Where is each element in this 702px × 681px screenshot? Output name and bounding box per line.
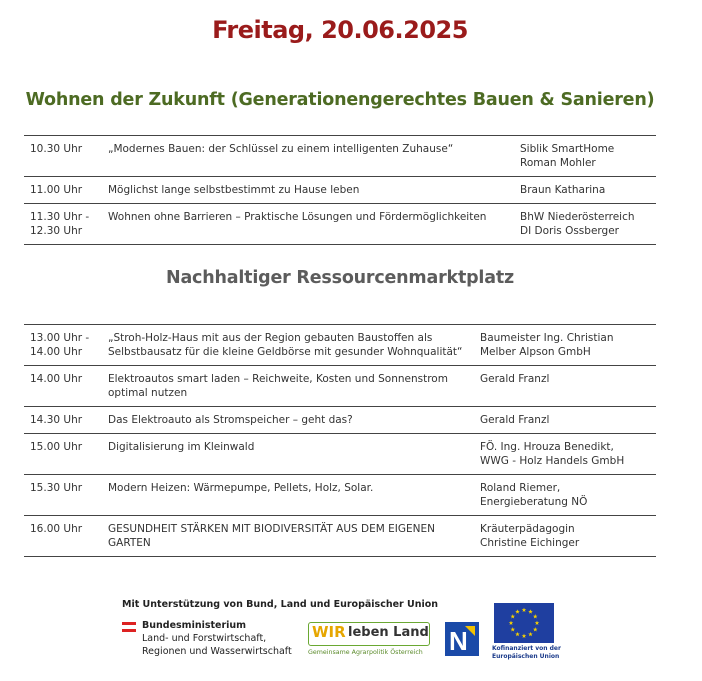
topic-cell-line: „Modernes Bauen: der Schlüssel zu einem intelligenten Zuhause“ — [108, 143, 454, 155]
topic-cell — [102, 516, 474, 557]
speaker-cell-line: Siblik SmartHome — [520, 143, 615, 155]
schedule-row — [24, 325, 656, 366]
speaker-cell-line: Gerald Franzl — [480, 414, 550, 426]
schedule-row — [24, 516, 656, 557]
topic-cell — [102, 136, 514, 177]
topic-cell — [102, 434, 474, 475]
speaker-cell-line: WWG - Holz Handels GmbH — [480, 455, 625, 467]
time-cell-line: 12.30 Uhr — [30, 225, 83, 237]
time-cell — [24, 136, 102, 177]
time-cell-line: 10.30 Uhr — [30, 143, 83, 155]
speaker-cell-line: FÖ. Ing. Hrouza Benedikt, — [480, 441, 614, 453]
noe-logo-icon — [445, 622, 479, 656]
ministry-name-line1: Bundesministerium — [142, 620, 247, 631]
speaker-cell — [474, 407, 656, 434]
time-cell-line: 15.30 Uhr — [30, 482, 83, 494]
speaker-cell-line: Roman Mohler — [520, 157, 596, 169]
svg-text:N: N — [449, 626, 468, 656]
speaker-cell — [474, 434, 656, 475]
speaker-cell — [474, 516, 656, 557]
eu-logo — [492, 603, 561, 663]
speaker-cell — [514, 136, 656, 177]
time-cell — [24, 434, 102, 475]
time-cell-line: 16.00 Uhr — [30, 523, 83, 535]
speaker-cell-line: Baumeister Ing. Christian — [480, 332, 614, 344]
time-cell — [24, 204, 102, 245]
wll-wir: WIR — [312, 623, 346, 641]
sponsor-title: Mit Unterstützung von Bund, Land und Europäischer Union — [122, 599, 439, 610]
ministry-name-line3: Regionen und Wasserwirtschaft — [142, 646, 292, 657]
speaker-cell — [474, 325, 656, 366]
schedule-row — [24, 434, 656, 475]
time-cell-line: 14.30 Uhr — [30, 414, 83, 426]
ministry-name-line2: Land- und Forstwirtschaft, — [142, 633, 267, 644]
time-cell-line: 14.00 Uhr — [30, 346, 83, 358]
topic-cell-line: Elektroautos smart laden – Reichweite, Kosten und Sonnenstrom — [108, 373, 448, 385]
speaker-cell-line: Energieberatung NÖ — [480, 496, 588, 508]
speaker-cell-line: Christine Eichinger — [480, 537, 580, 549]
schedule-table-ressourcen — [24, 324, 656, 557]
topic-cell-line: GESUNDHEIT STÄRKEN MIT BIODIVERSITÄT AUS DEM EIGENEN — [108, 523, 435, 535]
speaker-cell-line: Braun Katharina — [520, 184, 606, 196]
schedule-row — [24, 136, 656, 177]
speaker-cell — [474, 366, 656, 407]
speaker-cell-line: BhW Niederösterreich — [520, 211, 635, 223]
section-title-wohnen: Wohnen der Zukunft (Generationengerechtes Bauen & Sanieren) — [25, 90, 655, 110]
schedule-row — [24, 475, 656, 516]
schedule-row — [24, 177, 656, 204]
schedule-row — [24, 407, 656, 434]
speaker-cell — [514, 177, 656, 204]
speaker-cell-line: Kräuterpädagogin — [480, 523, 575, 535]
speaker-cell — [474, 475, 656, 516]
topic-cell-line: Das Elektroauto als Stromspeicher – geht das? — [108, 414, 353, 426]
austria-flag-icon — [122, 622, 136, 632]
time-cell — [24, 407, 102, 434]
time-cell-line: 13.00 Uhr - — [30, 332, 90, 344]
topic-cell — [102, 325, 474, 366]
schedule-row — [24, 204, 656, 245]
speaker-cell-line: Gerald Franzl — [480, 373, 550, 385]
schedule-row — [24, 366, 656, 407]
time-cell-line: 11.00 Uhr — [30, 184, 83, 196]
time-cell — [24, 177, 102, 204]
time-cell — [24, 366, 102, 407]
topic-cell-line: Möglichst lange selbstbestimmt zu Hause leben — [108, 184, 360, 196]
topic-cell-line: Wohnen ohne Barrieren – Praktische Lösungen und Fördermöglichkeiten — [108, 211, 487, 223]
wir-leben-land-logo — [308, 622, 430, 660]
wll-subtitle: Gemeinsame Agrarpolitik Österreich — [308, 649, 423, 656]
day-title: Freitag, 20.06.2025 — [212, 16, 468, 44]
topic-cell — [102, 366, 474, 407]
eu-caption-line1: Kofinanziert von der — [492, 645, 561, 652]
time-cell — [24, 475, 102, 516]
topic-cell-line: optimal nutzen — [108, 387, 188, 399]
eu-flag-icon — [494, 603, 554, 643]
ministry-logo — [122, 620, 322, 664]
time-cell-line: 14.00 Uhr — [30, 373, 83, 385]
topic-cell-line: GARTEN — [108, 537, 151, 549]
topic-cell-line: „Stroh-Holz-Haus mit aus der Region gebauten Baustoffen als — [108, 332, 433, 344]
topic-cell — [102, 204, 514, 245]
speaker-cell — [514, 204, 656, 245]
schedule-table-wohnen — [24, 135, 656, 245]
topic-cell-line: Digitalisierung im Kleinwald — [108, 441, 255, 453]
time-cell-line: 11.30 Uhr - — [30, 211, 90, 223]
wll-leben-land: leben Land — [348, 625, 429, 640]
speaker-cell-line: DI Doris Ossberger — [520, 225, 619, 237]
speaker-cell-line: Roland Riemer, — [480, 482, 561, 494]
time-cell — [24, 516, 102, 557]
section-title-ressourcen: Nachhaltiger Ressourcenmarktplatz — [166, 268, 514, 288]
topic-cell — [102, 407, 474, 434]
topic-cell-line: Modern Heizen: Wärmepumpe, Pellets, Holz, Solar. — [108, 482, 374, 494]
topic-cell-line: Selbstbausatz für die kleine Geldbörse mit gesunder Wohnqualität“ — [108, 346, 463, 358]
topic-cell — [102, 177, 514, 204]
speaker-cell-line: Melber Alpson GmbH — [480, 346, 591, 358]
eu-caption-line2: Europäischen Union — [492, 653, 560, 660]
topic-cell — [102, 475, 474, 516]
time-cell-line: 15.00 Uhr — [30, 441, 83, 453]
time-cell — [24, 325, 102, 366]
